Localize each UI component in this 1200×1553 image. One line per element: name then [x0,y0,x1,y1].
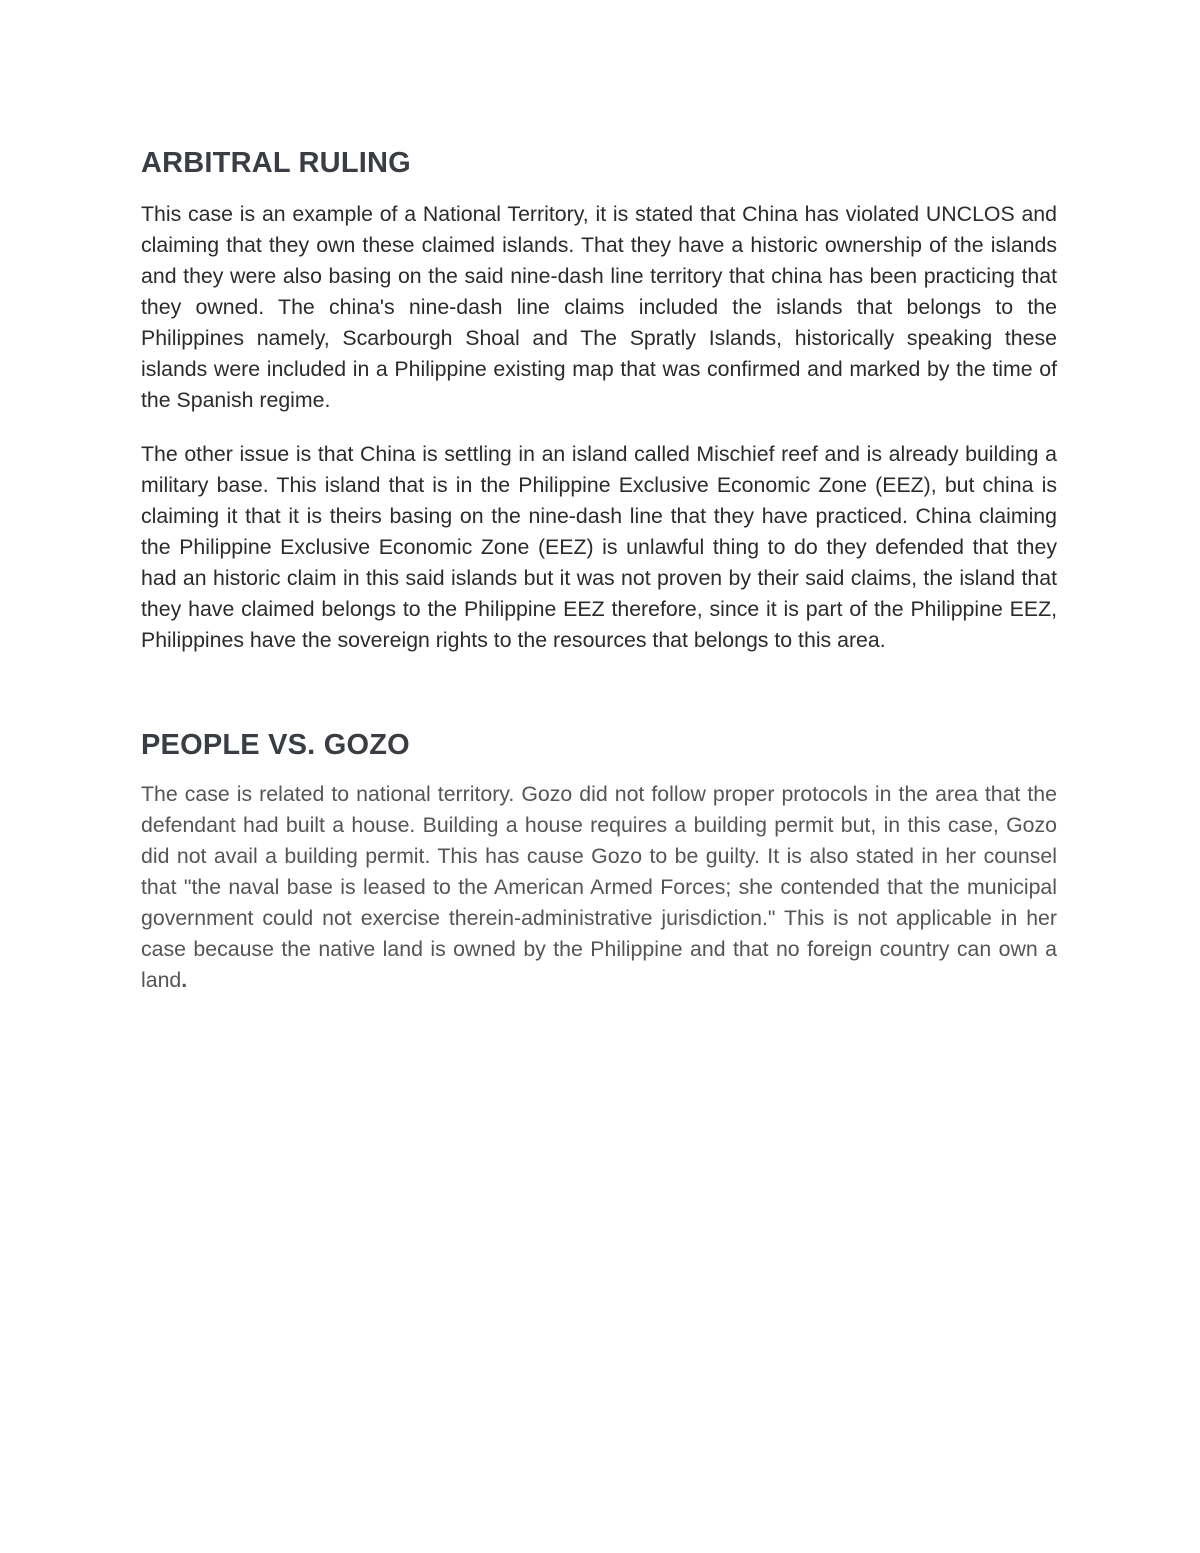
paragraph-arbitral-2: The other issue is that China is settling in an island called Mischief reef and is already building a military base. This island that is in the Philippine Exclusive Economic Zone (EEZ), but china is claiming it that it is theirs basing on the nine-dash line that they have practiced. China claiming the Philippine Exclusive Economic Zone (EEZ) is unlawful thing to do they defended that they had an historic claim in this said islands but it was not proven by their said claims, the island that they have claimed belongs to the Philippine EEZ therefore, since it is part of the Philippine EEZ, Philippines have the sovereign rights to the resources that belongs to this area. [141,442,1057,652]
document-body [141,138,1057,996]
heading-arbitral-ruling: ARBITRAL RULING [141,147,411,179]
section-arbitral-ruling [141,141,1057,656]
paragraph-gozo-1 [141,779,1057,996]
paragraph-gozo-period: . [181,968,188,992]
section-people-vs-gozo [141,723,1057,996]
paragraph-arbitral-1: This case is an example of a National Territory, it is stated that China has violated UNCLOS and claiming that they own these claimed islands. That they have a historic ownership of the islands and they were also basing on the said nine-dash line territory that china has been practicing that they owned. The china's nine-dash line claims included the islands that belongs to the Philippines namely, Scarbourgh Shoal and The Spratly Islands, historically speaking these islands were included in a Philippine existing map that was confirmed and marked by the time of the Spanish regime. [141,202,1057,412]
heading-people-vs-gozo: PEOPLE VS. GOZO [141,729,410,761]
paragraph-gozo-text: The case is related to national territory. Gozo did not follow proper protocols in the area that the defendant had built a house. Building a house requires a building permit but, in this case, Gozo did not avail a building permit. This has cause Gozo to be guilty. It is also stated in her counsel that "the naval base is leased to the American Armed Forces; she contended that the municipal government could not exercise therein-administrative jurisdiction." This is not applicable in her case because the native land is owned by the Philippine and that no foreign country can own a land [141,782,1057,992]
